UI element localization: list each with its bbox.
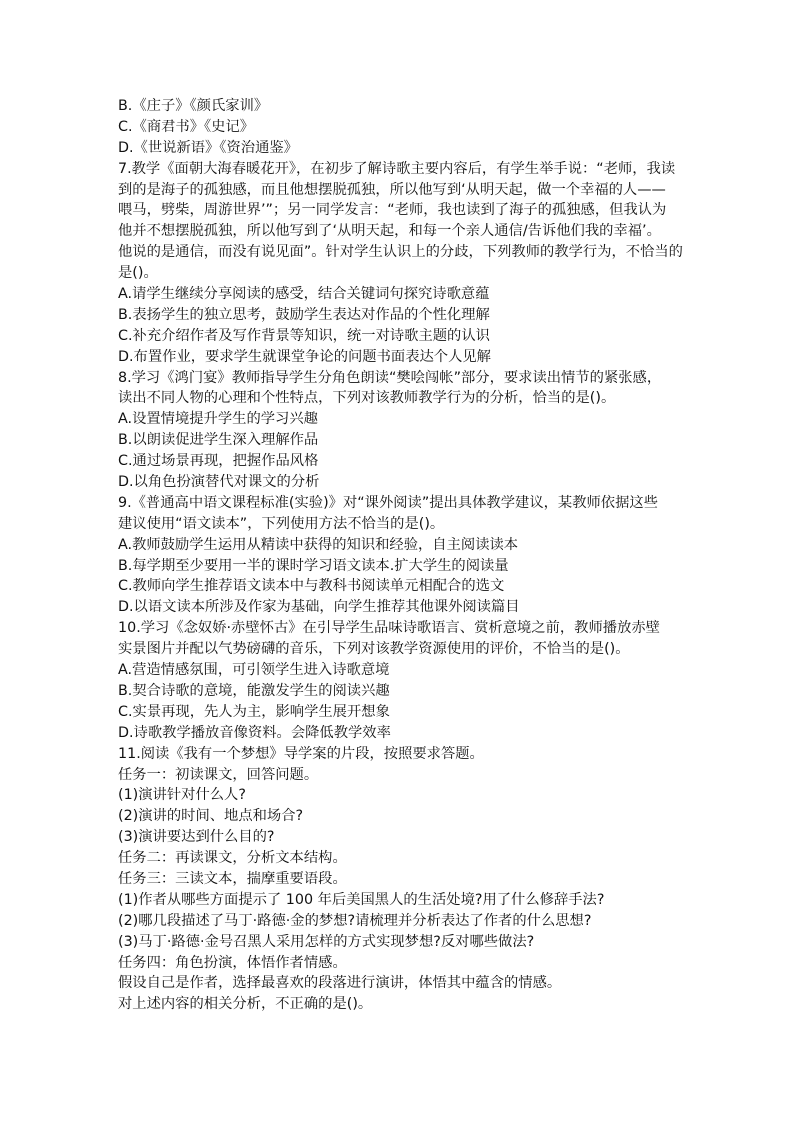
text-line: 假设自己是作者，选择最喜欢的段落进行演讲，体悟其中蕴含的情感。: [118, 975, 562, 992]
text-line: 他说的是通信，而没有说见面”。针对学生认识上的分歧，下列教师的教学行为，不恰当的: [118, 244, 683, 261]
text-line: 任务一：初读课文，回答问题。: [118, 766, 319, 783]
text-line: (3)演讲要达到什么目的?: [118, 829, 275, 846]
document-page: [118, 96, 718, 1015]
text-line: D.以语文读本所涉及作家为基础，向学生推荐其他课外阅读篇目: [118, 599, 520, 616]
text-line: C.《商君书》《史记》: [118, 118, 255, 135]
text-line: D.《世说新语》《资治通鉴》: [118, 139, 298, 156]
text-line: 任务四：角色扮演，体悟作者情感。: [118, 954, 347, 971]
text-line: B.契合诗歌的意境，能激发学生的阅读兴趣: [118, 682, 390, 699]
text-line: B.以朗读促进学生深入理解作品: [118, 432, 319, 449]
text-line: A.营造情感氛围，可引领学生进入诗歌意境: [118, 662, 390, 679]
text-line: (1)作者从哪些方面提示了 100 年后美国黑人的生活处境?用了什么修辞手法?: [118, 891, 605, 908]
text-line: (2)演讲的时间、地点和场合?: [118, 808, 304, 825]
text-line: D.诗歌教学播放音像资料。会降低教学效率: [118, 724, 391, 741]
text-line: 实景图片并配以气势磅礴的音乐，下列对该教学资源使用的评价，不恰当的是()。: [118, 641, 630, 658]
text-line: (2)哪几段描述了马丁·路德·金的梦想?请梳理并分析表达了作者的什么思想?: [118, 912, 592, 929]
text-line: 9.《普通高中语文课程标准(实验)》对“课外阅读”提出具体教学建议，某教师依据这些: [118, 494, 658, 511]
text-line: C.教师向学生推荐语文读本中与教科书阅读单元相配合的选文: [118, 578, 505, 595]
text-line: D.布置作业，要求学生就课堂争论的问题书面表达个人见解: [118, 348, 491, 365]
text-line: 10.学习《念奴娇·赤壁怀古》在引导学生品味诗歌语言、赏析意境之前，教师播放赤壁: [118, 620, 660, 637]
text-line: 任务三：三读文本，揣摩重要语段。: [118, 870, 347, 887]
text-line: 建议使用“语文读本”，下列使用方法不恰当的是()。: [118, 515, 445, 532]
text-line: A.请学生继续分享阅读的感受，结合关键词句探究诗歌意蕴: [118, 286, 490, 303]
text-line: 8.学习《鸿门宴》教师指导学生分角色朗读“樊哙闯帐”部分，要求读出情节的紧张感，: [118, 369, 662, 386]
text-line: 7.教学《面朝大海春暖花开》，在初步了解诗歌主要内容后，有学生举手说：“老师，我读: [118, 160, 676, 177]
text-line: B.每学期至少要用一半的课时学习语文读本.扩大学生的阅读量: [118, 557, 509, 574]
text-line: 他并不想摆脱孤独，所以他写到了‘从明天起，和每一个亲人通信/告诉他们我的幸福’。: [118, 223, 661, 240]
text-line: 喂马，劈柴，周游世界’”；另一同学发言：“老师，我也读到了海子的孤独感，但我认为: [118, 202, 667, 219]
text-line: 对上述内容的相关分析，不正确的是()。: [118, 996, 373, 1013]
text-line: D.以角色扮演替代对课文的分析: [118, 474, 320, 491]
text-line: C.通过场景再现，把握作品风格: [118, 453, 319, 470]
text-line: 到的是海子的孤独感，而且他想摆脱孤独，所以他写到‘从明天起，做一个幸福的人——: [118, 181, 666, 198]
text-line: (3)马丁·路德·金号召黑人采用怎样的方式实现梦想?反对哪些做法?: [118, 933, 535, 950]
text-line: 11.阅读《我有一个梦想》导学案的片段，按照要求答题。: [118, 745, 484, 762]
text-line: C.实景再现，先人为主，影响学生展开想象: [118, 703, 390, 720]
text-line: C.补充介绍作者及写作背景等知识，统一对诗歌主题的认识: [118, 327, 490, 344]
text-line: B.《庄子》《颜氏家训》: [118, 98, 269, 114]
text-line: A.设置情境提升学生的学习兴趣: [118, 411, 318, 428]
text-line: 任务二：再读课文，分析文本结构。: [118, 850, 347, 867]
text-line: 是()。: [118, 265, 158, 282]
text-line: 读出不同人物的心理和个性特点，下列对该教师教学行为的分析，恰当的是()。: [118, 390, 616, 407]
text-line: B.表扬学生的独立思考，鼓励学生表达对作品的个性化理解: [118, 306, 490, 323]
text-line: (1)演讲针对什么人?: [118, 787, 246, 804]
text-line: A.教师鼓励学生运用从精读中获得的知识和经验，自主阅读读本: [118, 536, 519, 553]
